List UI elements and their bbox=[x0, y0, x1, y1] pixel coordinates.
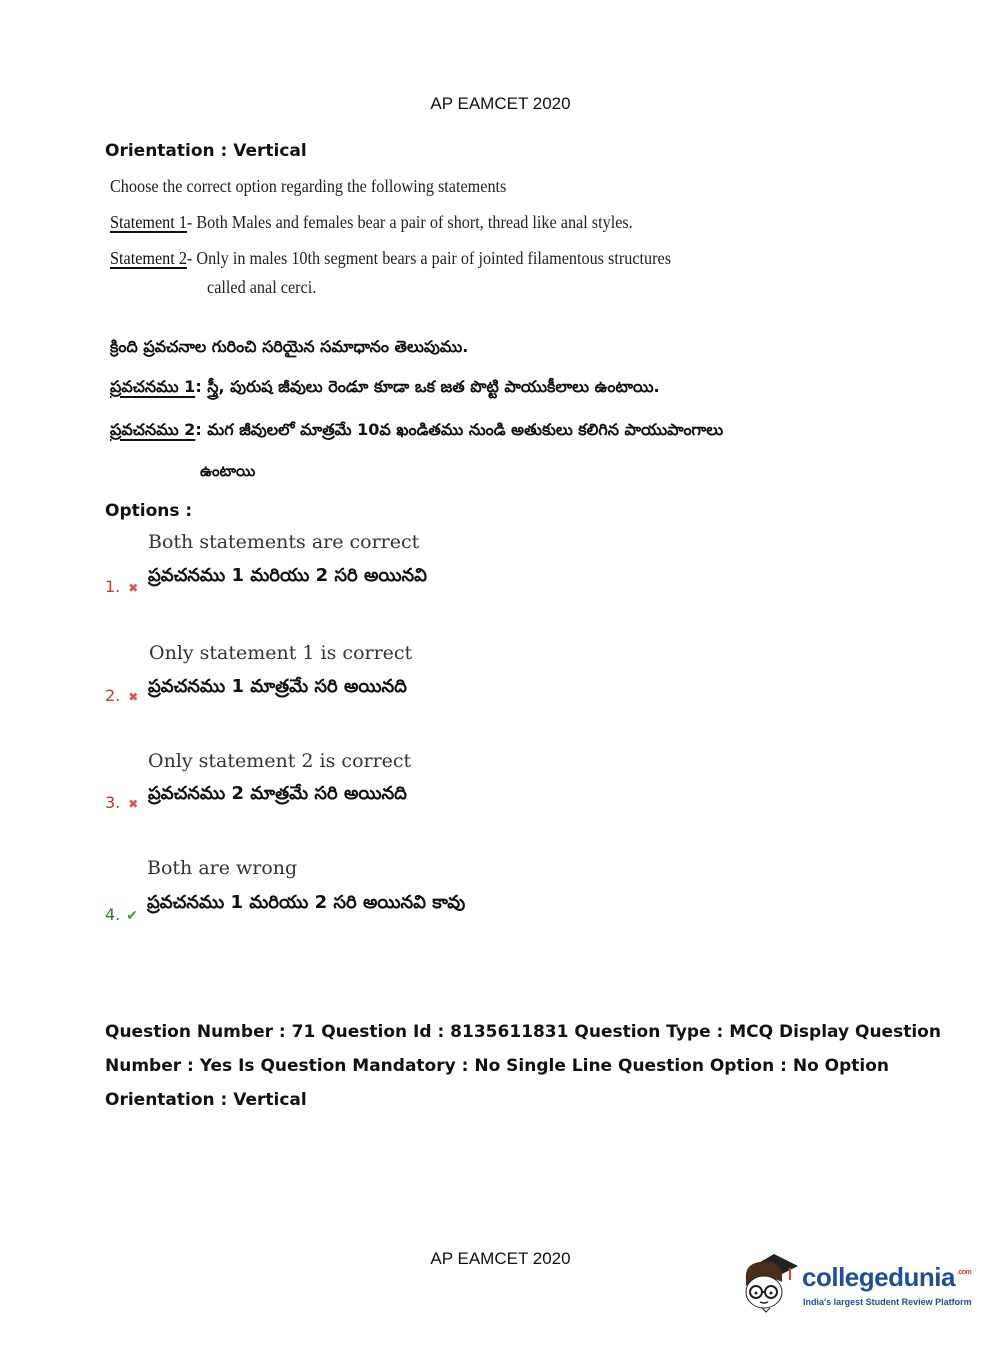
check-icon: ✔ bbox=[126, 908, 138, 924]
option-3-telugu: ప్రవచనము 2 మాత్రమే సరి అయినది bbox=[148, 783, 407, 804]
question-intro: Choose the correct option regarding the following statements bbox=[110, 176, 507, 196]
option-3-english: Only statement 2 is correct bbox=[148, 750, 412, 772]
statement-1 bbox=[110, 212, 633, 233]
option-4-number: 4. bbox=[105, 905, 121, 924]
option-1-telugu: ప్రవచనము 1 మరియు 2 సరి అయినవి bbox=[148, 565, 427, 586]
option-1-marker[interactable] bbox=[105, 577, 138, 596]
mascot-icon bbox=[740, 1246, 802, 1314]
next-question-meta-line-3: Orientation : Vertical bbox=[105, 1090, 307, 1110]
telugu-statement-2-text: : మగ జీవులలో మాత్రమే 10వ ఖండితము నుండి అతుకులు కలిగిన పాయుపాంగాలు bbox=[195, 420, 724, 439]
option-3-marker[interactable] bbox=[105, 793, 138, 812]
statement-2-text: - Only in males 10th segment bears a pair of jointed filamentous structures bbox=[186, 248, 672, 268]
logo-tagline: India's largest Student Review Platform bbox=[803, 1297, 972, 1307]
option-4-marker[interactable] bbox=[105, 905, 138, 924]
orientation-label: Orientation : Vertical bbox=[105, 141, 307, 161]
wrong-icon: ✖ bbox=[128, 690, 139, 704]
statement-1-text: - Both Males and females bear a pair of short, thread like anal styles. bbox=[186, 212, 633, 232]
option-2-marker[interactable] bbox=[105, 686, 138, 705]
wrong-icon: ✖ bbox=[128, 581, 139, 595]
page-footer-title: AP EAMCET 2020 bbox=[430, 1249, 571, 1268]
option-2-english: Only statement 1 is correct bbox=[149, 642, 413, 664]
page-header-title: AP EAMCET 2020 bbox=[430, 94, 571, 113]
telugu-statement-1 bbox=[110, 377, 660, 400]
statement-1-label: Statement 1 bbox=[110, 212, 187, 232]
statement-2 bbox=[110, 248, 671, 269]
telugu-statement-2 bbox=[110, 420, 723, 443]
telugu-intro: క్రింది ప్రవచనాల గురించి సరియైన సమాధానం తెలుపుము. bbox=[110, 337, 469, 356]
next-question-meta-line-1: Question Number : 71 Question Id : 8135611831 Question Type : MCQ Display Question bbox=[105, 1022, 941, 1042]
logo-name: collegedunia bbox=[802, 1262, 955, 1292]
collegedunia-logo bbox=[740, 1246, 970, 1316]
statement-2-continuation: called anal cerci. bbox=[207, 277, 317, 297]
option-2-telugu: ప్రవచనము 1 మాత్రమే సరి అయినది bbox=[148, 676, 407, 697]
option-1-number: 1. bbox=[105, 577, 121, 596]
option-4-english: Both are wrong bbox=[147, 857, 298, 879]
options-label: Options : bbox=[105, 501, 193, 521]
option-4-telugu: ప్రవచనము 1 మరియు 2 సరి అయినవి కావు bbox=[147, 892, 466, 913]
option-1-english: Both statements are correct bbox=[148, 531, 420, 553]
telugu-statement-1-label: ప్రవచనము 1 bbox=[110, 377, 196, 396]
statement-2-label: Statement 2 bbox=[110, 248, 187, 268]
telugu-statement-2-continuation: ఉంటాయి bbox=[200, 462, 256, 480]
next-question-meta-line-2: Number : Yes Is Question Mandatory : No Single Line Question Option : No Option bbox=[105, 1056, 890, 1076]
telugu-statement-2-label: ప్రవచనము 2 bbox=[110, 420, 196, 439]
telugu-statement-1-text: : స్త్రీ, పురుష జీవులు రెండూ కూడా ఒక జత పొట్టి పాయుకీలాలు ఉంటాయి. bbox=[195, 377, 660, 396]
option-2-number: 2. bbox=[105, 686, 121, 705]
wrong-icon: ✖ bbox=[128, 797, 139, 811]
option-3-number: 3. bbox=[105, 793, 121, 812]
logo-suffix: .com bbox=[956, 1269, 972, 1276]
